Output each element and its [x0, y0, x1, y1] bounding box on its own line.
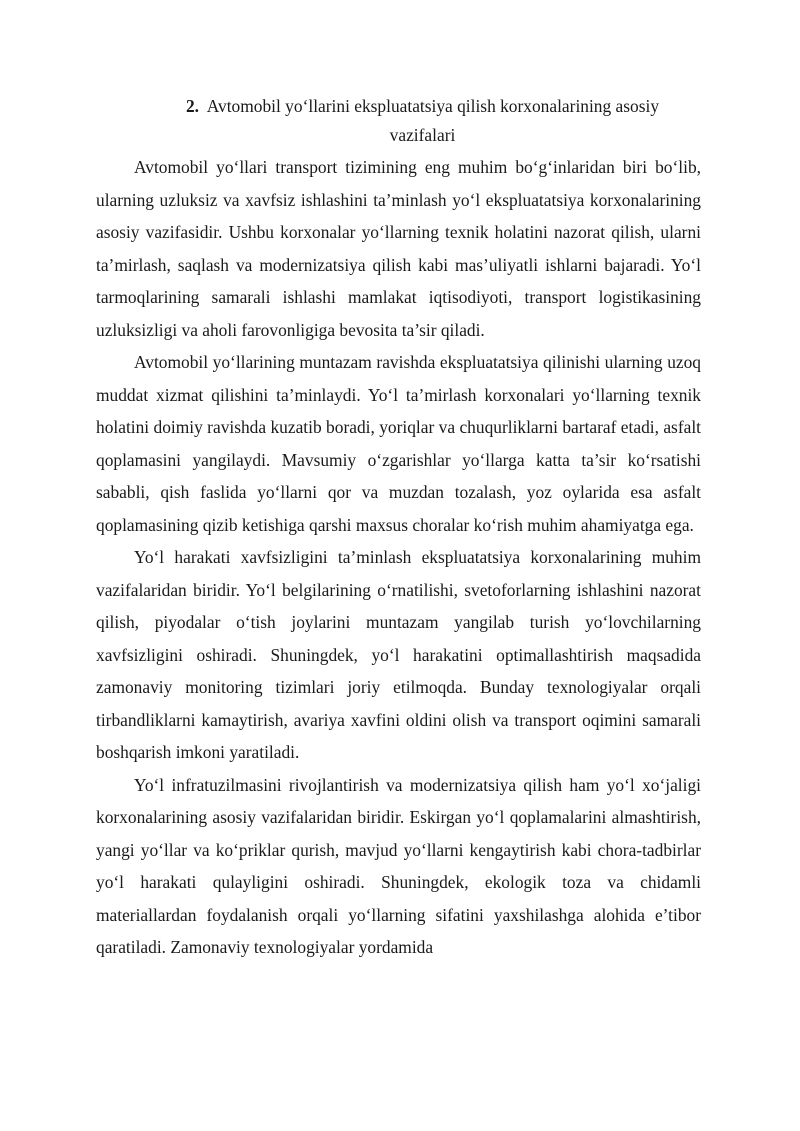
- section-number: 2.: [185, 96, 200, 116]
- section-heading: [96, 92, 701, 150]
- document-body: [96, 92, 701, 964]
- paragraph-1: Avtomobil yo‘llari transport tizimining eng muhim bo‘g‘inlaridan biri bo‘lib, ularning uzluksiz va xavfsiz ishlashini ta’minlash yo‘l ekspluatatsiya korxonalarining asosiy vazifasidir. Ushbu korxonalar yo‘llarning texnik holatini nazorat qilish, ularni ta’mirlash, saqlash va modernizatsiya qilish kabi mas’uliyatli ishlarni bajaradi. Yo‘l tarmoqlarining samarali ishlashi mamlakat iqtisodiyoti, transport logistikasining uzluksizligi va aholi farovonligiga bevosita ta’sir qiladi.: [96, 157, 701, 340]
- section-title: Avtomobil yo‘llarini ekspluatatsiya qilish korxonalarining asosiy vazifalari: [206, 96, 660, 145]
- paragraph-4: Yo‘l infratuzilmasini rivojlantirish va modernizatsiya qilish ham yo‘l xo‘jaligi korxonalarining asosiy vazifalaridan biridir. Eskirgan yo‘l qoplamalarini almashtirish, yangi yo‘llar va ko‘priklar qurish, mavjud yo‘llarni kengaytirish kabi chora-tadbirlar yo‘l harakati qulayligini oshiradi. Shuningdek, ekologik toza va chidamli materiallardan foydalanish orqali yo‘llarning sifatini yaxshilashga alohida e’tibor qaratiladi. Zamonaviy texnologiyalar yordamida: [96, 774, 701, 957]
- paragraph-2: Avtomobil yo‘llarining muntazam ravishda ekspluatatsiya qilinishi ularning uzoq muddat xizmat qilishini ta’minlaydi. Yo‘l ta’mirlash korxonalari yo‘llarning texnik holatini doimiy ravishda kuzatib boradi, yoriqlar va chuqurliklarni bartaraf etadi, asfalt qoplamasini yangilaydi. Mavsumiy o‘zgarishlar yo‘llarga katta ta’sir ko‘rsatishi sababli, qish faslida yo‘llarni qor va muzdan tozalash, yoz oylarida esa asfalt qoplamasining qizib ketishiga qarshi maxsus choralar ko‘rish muhim ahamiyatga ega.: [96, 352, 701, 535]
- paragraph-3: Yo‘l harakati xavfsizligini ta’minlash ekspluatatsiya korxonalarining muhim vazifalaridan biridir. Yo‘l belgilarining o‘rnatilishi, svetoforlarning ishlashini nazorat qilish, piyodalar o‘tish joylarini muntazam yangilab turish yo‘lovchilarning xavfsizligini oshiradi. Shuningdek, yo‘l harakatini optimallashtirish maqsadida zamonaviy monitoring tizimlari joriy etilmoqda. Bunday texnologiyalar orqali tirbandliklarni kamaytirish, avariya xavfini oldini olish va transport oqimini samarali boshqarish imkoni yaratiladi.: [96, 547, 701, 762]
